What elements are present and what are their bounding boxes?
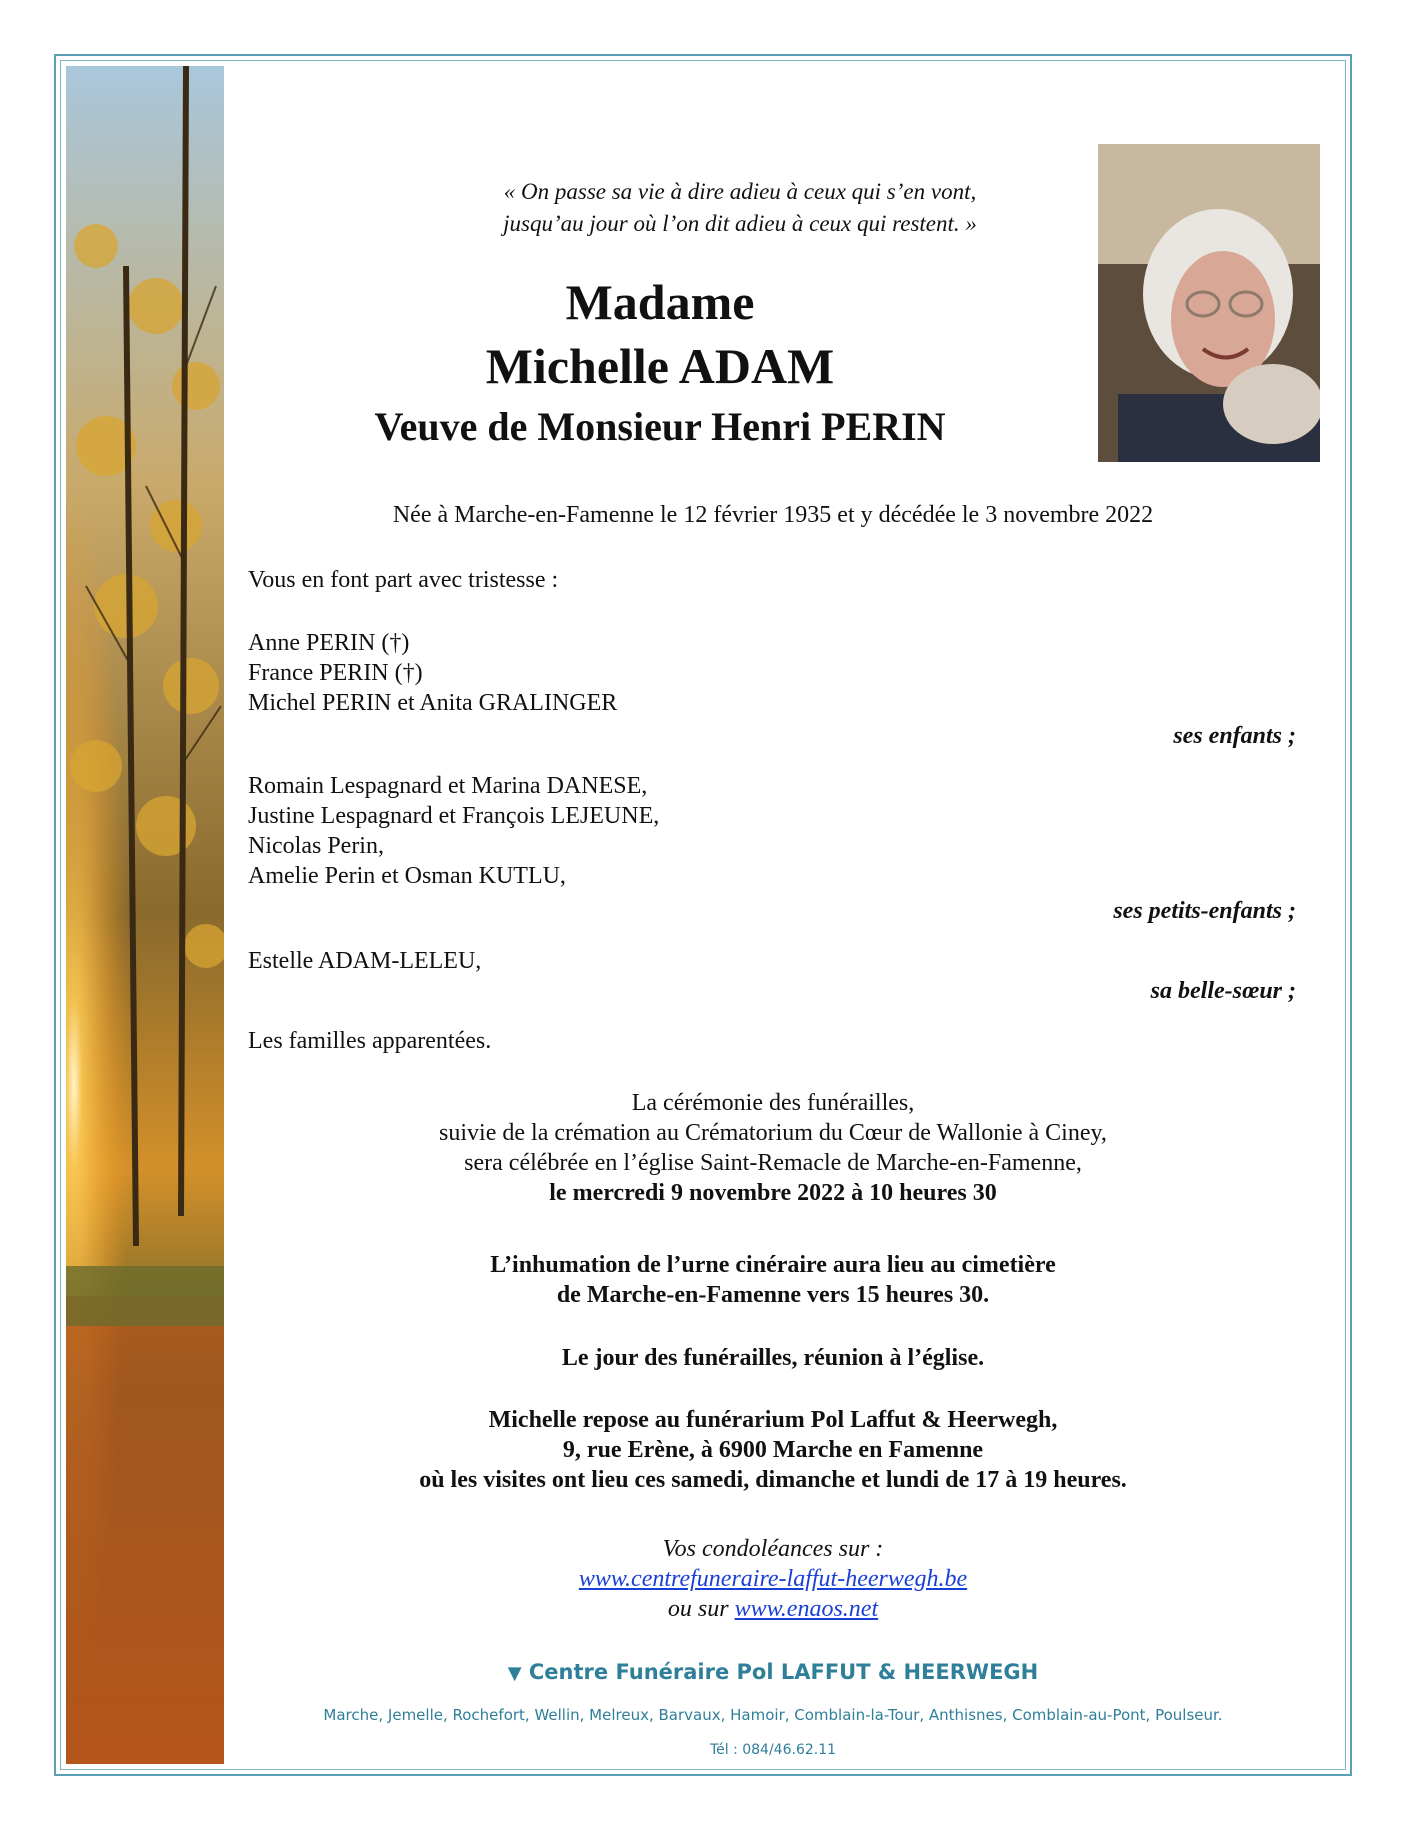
burial-block: [248, 1250, 1298, 1310]
burial-line-1: L’inhumation de l’urne cinéraire aura lieu au cimetière: [490, 1252, 1056, 1278]
ceremony-block: [248, 1088, 1298, 1208]
condolences-block: [248, 1534, 1298, 1624]
company-name: Centre Funéraire Pol LAFFUT & HEERWEGH: [528, 1660, 1039, 1684]
funerarium-block: [248, 1405, 1298, 1495]
widow-of-line: Veuve de Monsieur Henri PERIN: [374, 404, 946, 449]
sister-in-law-list: [248, 946, 481, 976]
list-item: Amelie Perin et Osman KUTLU,: [248, 863, 566, 889]
sister-in-law-relation: sa belle-sœur ;: [1150, 978, 1296, 1004]
deceased-name: Michelle ADAM: [485, 338, 835, 394]
ceremony-line-3: sera célébrée en l’église Saint-Remacle de Marche-en-Famenne,: [464, 1150, 1082, 1176]
ceremony-line-1: La cérémonie des funérailles,: [631, 1090, 915, 1116]
children-relation: ses enfants ;: [1173, 723, 1296, 749]
meeting-line: Le jour des funérailles, réunion à l’église.: [561, 1345, 985, 1371]
quote-line-2: jusqu’au jour où l’on dit adieu à ceux qui restent. »: [503, 211, 977, 236]
list-item: France PERIN (†): [248, 660, 423, 686]
or-label: ou sur: [667, 1596, 729, 1622]
autumn-forest-image: [66, 66, 224, 1764]
grandchildren-relation: ses petits-enfants ;: [1113, 898, 1296, 924]
birth-death-line: Née à Marche-en-Famenne le 12 février 1935 et y décédée le 3 novembre 2022: [392, 502, 1154, 528]
ceremony-line-2: suivie de la crémation au Crématorium du Cœur de Wallonie à Ciney,: [439, 1120, 1107, 1146]
honorific-title: Madame: [565, 274, 755, 330]
quote-line-1: « On passe sa vie à dire adieu à ceux qui s’en vont,: [503, 179, 977, 204]
condolences-link-1[interactable]: www.centrefuneraire-laffut-heerwegh.be: [578, 1566, 968, 1592]
down-triangle-icon: ▼: [507, 1663, 522, 1684]
intro-line: Vous en font part avec tristesse :: [248, 567, 559, 593]
funerarium-line-3: où les visites ont lieu ces samedi, dimanche et lundi de 17 à 19 heures.: [419, 1467, 1127, 1493]
children-list: [248, 628, 617, 718]
families-line: Les familles apparentées.: [248, 1028, 492, 1054]
list-item: Michel PERIN et Anita GRALINGER: [248, 690, 618, 716]
funerarium-line-1: Michelle repose au funérarium Pol Laffut & Heerwegh,: [488, 1407, 1058, 1433]
grandchildren-list: [248, 771, 659, 891]
list-item: Nicolas Perin,: [248, 833, 384, 859]
ceremony-date: le mercredi 9 novembre 2022 à 10 heures 30: [549, 1180, 997, 1206]
list-item: Romain Lespagnard et Marina DANESE,: [248, 773, 648, 799]
list-item: Estelle ADAM-LELEU,: [248, 948, 482, 974]
funerarium-line-2: 9, rue Erène, à 6900 Marche en Famenne: [562, 1437, 984, 1463]
burial-line-2: de Marche-en-Famenne vers 15 heures 30.: [556, 1282, 990, 1308]
list-item: Justine Lespagnard et François LEJEUNE,: [248, 803, 660, 829]
company-name-row: [248, 1658, 1298, 1688]
condolences-label: Vos condoléances sur :: [662, 1536, 884, 1562]
condolences-link-2[interactable]: www.enaos.net: [734, 1596, 879, 1622]
list-item: Anne PERIN (†): [248, 630, 410, 656]
company-phone: Tél : 084/46.62.11: [709, 1742, 837, 1758]
company-locations: Marche, Jemelle, Rochefort, Wellin, Melreux, Barvaux, Hamoir, Comblain-la-Tour, Anthisnes, Comblain-au-Pont, Poulseur.: [323, 1706, 1223, 1724]
